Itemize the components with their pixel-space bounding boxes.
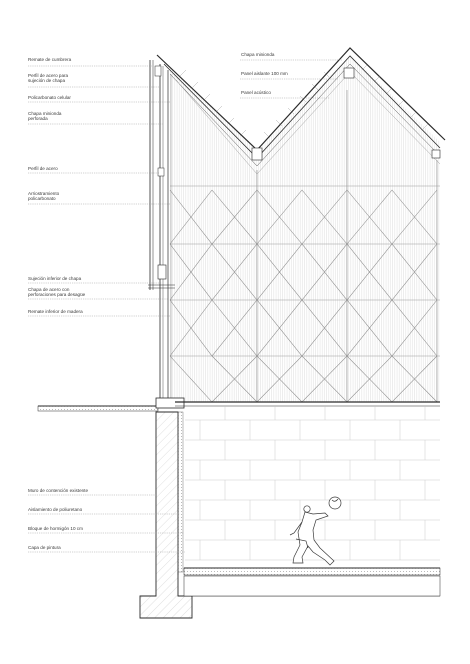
facade-edge-section bbox=[148, 60, 175, 402]
label-perfil-acero-chapa: Perfil de acero para sujeción de chapa bbox=[28, 73, 69, 83]
label-policarbonato-celular: Policarbonato celular bbox=[28, 95, 71, 100]
label-panel-acustico: Panel acústico bbox=[241, 90, 271, 95]
label-chapa-acero-perforaciones: Chapa de acero con perforaciones para desagüe bbox=[28, 287, 86, 297]
label-arriostramiento-policarbonato: Arriostramiento policarbonato bbox=[28, 191, 60, 201]
label-remate-cumbrera: Remate de cumbrera bbox=[28, 57, 72, 62]
label-muro-contencion: Muro de contención existente bbox=[28, 488, 89, 493]
floor-slab bbox=[184, 568, 440, 596]
label-chapa-minionda: Chapa minionda bbox=[241, 52, 275, 57]
polycarbonate-facade bbox=[157, 48, 445, 402]
label-panel-aislante: Panel aislante 100 mm bbox=[241, 71, 288, 76]
label-bloque-hormigon: Bloque de hormigón 10 cm bbox=[28, 526, 83, 531]
label-capa-pintura: Capa de pintura bbox=[28, 545, 61, 550]
label-aislamiento-poliuretano: Aislamiento de poliuretano bbox=[28, 507, 83, 512]
label-perfil-acero: Perfil de acero bbox=[28, 166, 58, 171]
label-chapa-minionda-perforada: Chapa minionda perforada bbox=[28, 111, 62, 121]
label-remate-inferior-madera: Remate inferior de madera bbox=[28, 309, 83, 314]
player-kicking-ball-icon bbox=[290, 497, 341, 565]
label-sujecion-inferior-chapa: Sujeción inferior de chapa bbox=[28, 276, 82, 281]
